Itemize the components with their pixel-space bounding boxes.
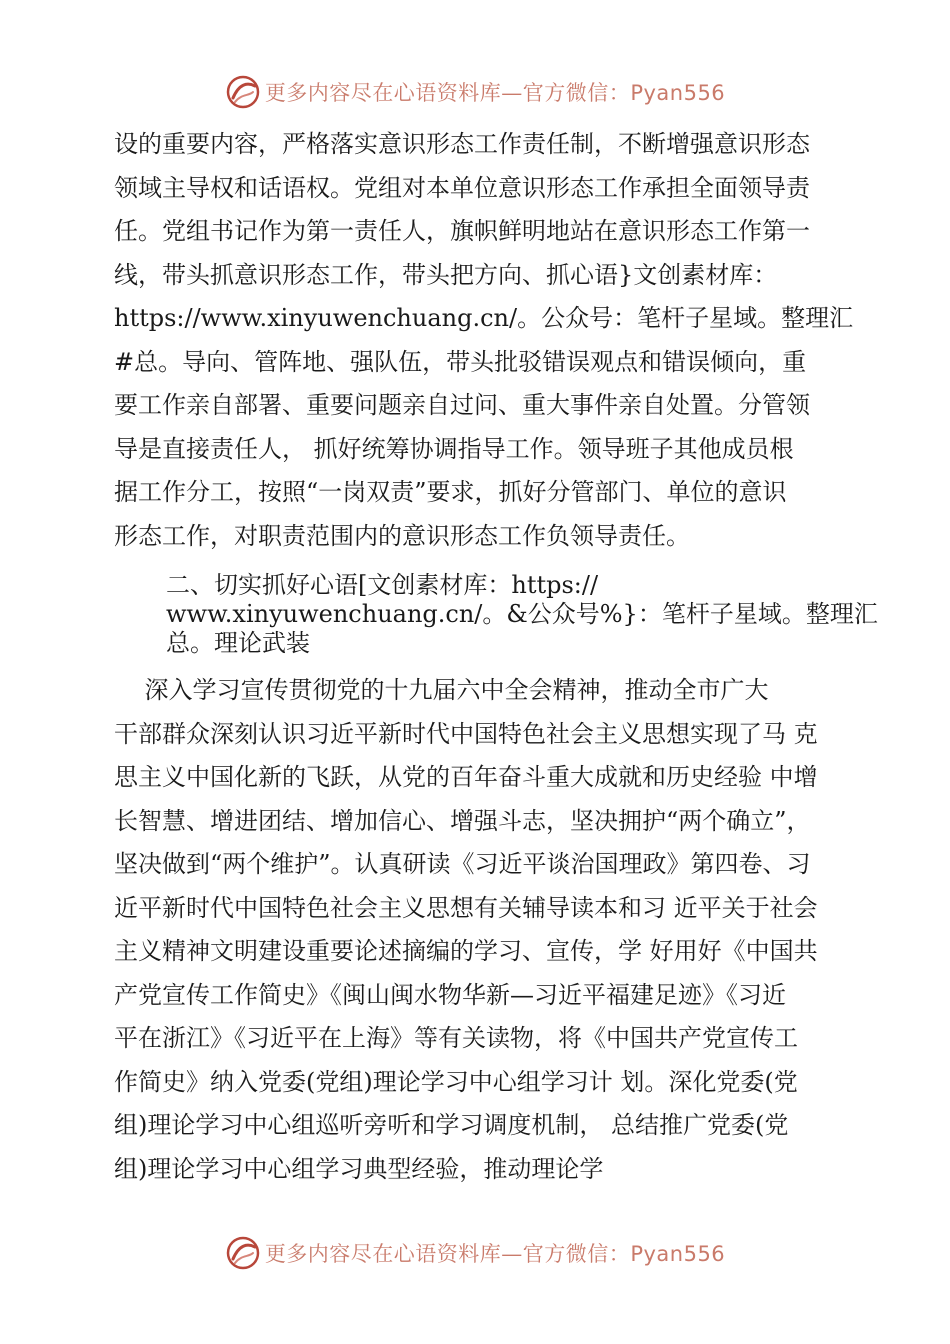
text-line: 导是直接责任人， 抓好统筹协调指导工作。领导班子其他成员根 [114,434,794,463]
heading-line: www.xinyuwenchuang.cn/。&公众号%}：笔杆子星域。整理汇 [166,600,878,628]
text-line: 干部群众深刻认识习近平新时代中国特色社会主义思想实现了马 克 [114,719,818,748]
text-line: 近平新时代中国特色社会主义思想有关辅导读本和习 近平关于社会 [114,893,818,922]
text-line: 思主义中国化新的飞跃，从党的百年奋斗重大成就和历史经验 中增 [114,763,818,791]
paragraph-2 [114,669,859,1191]
text-line: 任。党组书记作为第一责任人，旗帜鲜明地站在意识形态工作第一 [114,217,810,245]
text-line: 线，带头抓意识形态工作，带头把方向、抓心语}文创素材库： [114,260,778,289]
text-line: 主义精神文明建设重要论述摘编的学习、宣传，学 好用好《中国共 [114,937,818,965]
text-line: 产党宣传工作简史》《闽山闽水物华新—习近平福建足迹》《习近 [114,980,786,1009]
text-line: 坚决做到“两个维护”。认真研读《习近平谈治国理政》第四卷、习 [114,850,811,878]
header-banner [0,72,950,112]
text-line: #总。导向、管阵地、强队伍，带头批驳错误观点和错误倾向，重 [114,347,807,376]
footer-banner [0,1233,950,1273]
banner-text [265,1238,725,1268]
text-line: 长智慧、增进团结、增加信心、增强斗志，坚决拥护“两个确立”， [114,806,811,835]
banner-text [265,77,725,107]
section-heading [166,571,878,658]
paragraph-1 [114,123,859,558]
text-line: 形态工作，对职责范围内的意识形态工作负领导责任。 [114,521,690,550]
text-line: 作简史》纳入党委(党组)理论学习中心组学习计 划。深化党委(党 [114,1067,798,1096]
text-line: 要工作亲自部署、重要问题亲自过问、重大事件亲自处置。分管领 [114,391,810,419]
text-line: 组)理论学习中心组学习典型经验，推动理论学 [114,1154,604,1183]
text-line: 设的重要内容，严格落实意识形态工作责任制，不断增强意识形态 [114,130,810,158]
text-line: 领域主导权和话语权。党组对本单位意识形态工作承担全面领导责 [114,173,810,202]
red-circle-seal-icon [225,1235,261,1271]
text-line: 平在浙江》《习近平在上海》等有关读物，将《中国共产党宣传工 [114,1024,798,1052]
text-line: https://www.xinyuwenchuang.cn/。公众号：笔杆子星域。整理汇 [114,304,854,332]
red-circle-seal-icon [225,74,261,110]
banner-label: 更多内容尽在心语资料库—官方微信： [264,1242,631,1266]
wechat-id: Pyan556 [630,1242,726,1266]
wechat-id: Pyan556 [630,81,726,105]
heading-line: 总。理论武装 [166,629,310,657]
banner-label: 更多内容尽在心语资料库—官方微信： [264,81,631,105]
text-line: 深入学习宣传贯彻党的十九届六中全会精神，推动全市广大 [114,676,769,704]
heading-line: 二、切实抓好心语[文创素材库：https:// [166,571,599,599]
text-line: 据工作分工，按照“一岗双责”要求，抓好分管部门、单位的意识 [114,478,787,506]
text-line: 组)理论学习中心组巡听旁听和学习调度机制， 总结推广党委(党 [114,1111,789,1139]
